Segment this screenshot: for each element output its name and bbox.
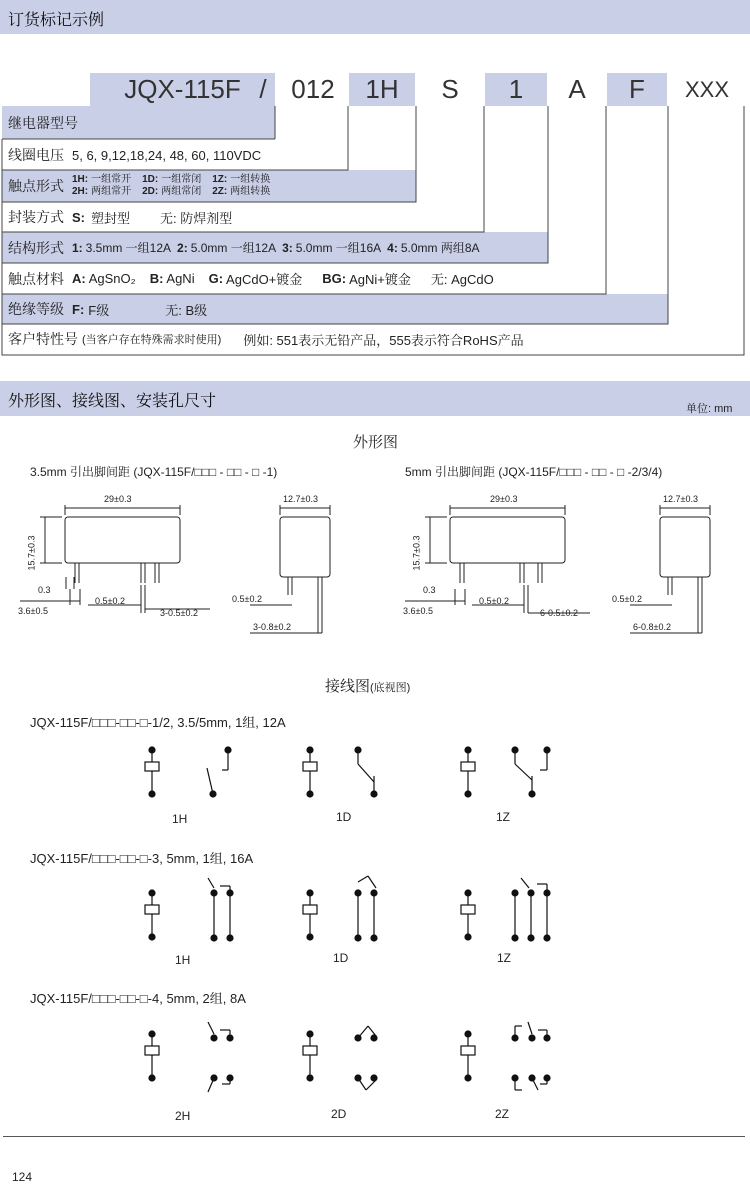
dim-36-right: 3.6±0.5 [403,606,433,616]
outline-caption-left: 3.5mm 引出脚间距 (JQX-115F/□□□ - □□ - □ -1) [30,465,278,479]
page-number: 124 [12,1170,33,1184]
dim-05b-right: 0.5±0.2 [612,594,642,604]
dim-608-right: 6-0.8±0.2 [633,622,671,632]
code-structure: 1 [485,73,547,106]
dim-305-left: 3-0.5±0.2 [160,608,198,618]
dim-05b-left: 0.5±0.2 [232,594,262,604]
wiring-heading-note: (底视图) [370,682,411,694]
wiring-label-1h: 1H [172,812,188,826]
code-insulation: F [607,73,667,106]
wiring-caption-3: JQX-115F/□□□-□□-□-4, 5mm, 2组, 8A [30,991,246,1006]
wiring-label-2z: 2Z [495,1107,510,1121]
dim-length-left: 29±0.3 [104,494,132,504]
dim-03-left: 0.3 [38,585,51,595]
wiring-label-1z-16a: 1Z [497,951,512,965]
wiring-label-1z: 1Z [496,810,511,824]
dim-36-left: 3.6±0.5 [18,606,48,616]
unit-label: 单位: mm [686,403,733,415]
row-coil-voltage: 线圈电压 5, 6, 9,12,18,24, 48, 60, 110VDC [8,147,262,164]
code-voltage: 012 [291,74,335,104]
dim-03-right: 0.3 [423,585,436,595]
dim-length-right: 29±0.3 [490,494,518,504]
dim-308-left: 3-0.8±0.2 [253,622,291,632]
dim-05a-right: 0.5±0.2 [479,596,509,606]
code-slash: / [259,74,267,104]
row-contact-form: 触点形式 1H: 一组常开 1D: 一组常闭 1Z: 一组转换 2H: 两组常开 2D: 两组常闭 2Z: 两组转换 [8,174,271,197]
section-title-order-code: 订货标记示例 [8,10,105,29]
row-contact-material: 触点材料 A: AgSnO₂ B: AgNi G: AgCdO+镀金 BG: AgNi+镀金 无: AgCdO [8,271,494,288]
code-package: S [441,74,459,104]
code-contact: 1H [349,73,415,106]
dim-height-left: 15.7±0.3 [26,535,37,571]
dim-height-right: 15.7±0.3 [411,535,422,571]
footer-rule [3,1136,745,1137]
outline-heading: 外形图 [353,434,399,451]
outline-caption-right: 5mm 引出脚间距 (JQX-115F/□□□ - □□ - □ -2/3/4) [405,465,663,479]
code-model: JQX-115F [90,73,275,106]
wiring-label-2h: 2H [175,1109,191,1123]
row-relay-model: 继电器型号 [8,116,78,132]
wiring-diagrams [0,730,750,1130]
dim-width-right: 12.7±0.3 [663,494,698,504]
wiring-label-1d-16a: 1D [333,951,349,965]
wiring-caption-2: JQX-115F/□□□-□□-□-3, 5mm, 1组, 16A [30,851,254,866]
row-customer-code: 客户特性号 (当客户存在特殊需求时使用) 例如: 551表示无铅产品，555表示符合RoHS产品 [8,332,524,348]
row-structure: 结构形式 1: 3.5mm 一组12A 2: 5.0mm 一组12A 3: 5.0mm 一组16A 4: 5.0mm 两组8A [8,240,480,257]
row-insulation: 绝缘等级 F: F级 无: B级 [8,301,208,318]
code-special: XXX [684,76,730,102]
row-package: 封装方式 S: 塑封型 无: 防焊剂型 [8,209,233,226]
wiring-heading-text: 接线图 [325,678,371,695]
wiring-label-1d: 1D [336,810,352,824]
wiring-label-2d: 2D [331,1107,347,1121]
section-title-drawings: 外形图、接线图、安装孔尺寸 [8,391,217,410]
outline-drawings [0,485,750,645]
code-material: A [568,74,586,104]
dim-width-left: 12.7±0.3 [283,494,318,504]
wiring-caption-1: JQX-115F/□□□-□□-□-1/2, 3.5/5mm, 1组, 12A [30,715,286,730]
dim-05a-left: 0.5±0.2 [95,596,125,606]
wiring-heading [325,675,410,696]
wiring-label-1h-16a: 1H [175,953,191,967]
dim-605-right: 6-0.5±0.2 [540,608,578,618]
